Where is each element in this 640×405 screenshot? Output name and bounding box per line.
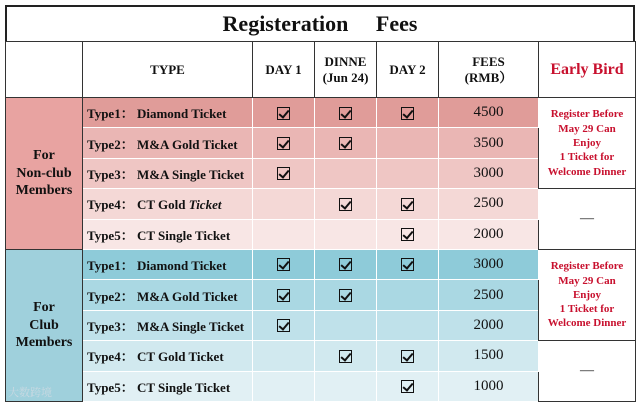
- fee-value: 2000: [439, 219, 539, 249]
- fees-body: [6, 98, 636, 402]
- ticket-type: [83, 98, 253, 128]
- ticket-type-label: Type3： M&A Single Ticket: [87, 318, 245, 334]
- checkbox-checked-icon: [339, 289, 352, 302]
- day1-cell: [253, 249, 315, 279]
- table-title: [5, 5, 635, 41]
- checkbox-checked-icon: [339, 258, 352, 271]
- day1-cell: [253, 158, 315, 188]
- day2-cell: [377, 371, 439, 401]
- group-label-line: Members: [15, 335, 73, 351]
- fees-table: [5, 41, 636, 402]
- checkbox-checked-icon: [339, 137, 352, 150]
- day1-cell: [253, 128, 315, 158]
- early-bird-note-line: 1 Ticket for: [559, 151, 615, 164]
- early-bird-note-line: Welcome Dinner: [547, 317, 627, 330]
- day2-cell: [377, 158, 439, 188]
- fee-value: 1500: [439, 341, 539, 371]
- checkbox-checked-icon: [277, 167, 290, 180]
- checkbox-checked-icon: [401, 107, 414, 120]
- fee-value: 1000: [439, 371, 539, 401]
- day1-cell: [253, 189, 315, 219]
- dinner-cell: [315, 189, 377, 219]
- day1-cell: [253, 310, 315, 340]
- day1-cell: [253, 219, 315, 249]
- header-dinner-line2: (Jun 24): [322, 69, 369, 85]
- table-row: [6, 98, 636, 128]
- header-fees-line1: FEES: [472, 53, 505, 69]
- checkbox-checked-icon: [277, 107, 290, 120]
- early-bird-note-line: May 29 Can: [558, 274, 616, 287]
- ticket-type: [83, 280, 253, 310]
- checkbox-checked-icon: [401, 350, 414, 363]
- day2-cell: [377, 310, 439, 340]
- group-label-line: Members: [15, 183, 73, 199]
- header-day1: DAY 1: [253, 42, 315, 98]
- ticket-type: [83, 158, 253, 188]
- group-label-line: Club: [29, 317, 59, 333]
- ticket-type: [83, 310, 253, 340]
- ticket-type-italic: Ticket: [188, 197, 222, 213]
- ticket-type-label: Type1： Diamond Ticket: [87, 258, 227, 274]
- day2-cell: [377, 219, 439, 249]
- early-bird-note-line: Welcome Dinner: [547, 165, 627, 178]
- title-right: Fees: [375, 11, 418, 36]
- fee-value: 2000: [439, 310, 539, 340]
- early-bird-none: —: [539, 341, 636, 402]
- fee-value: 3000: [439, 158, 539, 188]
- dinner-cell: [315, 371, 377, 401]
- table-row: [6, 249, 636, 279]
- fee-value: 2500: [439, 189, 539, 219]
- early-bird-note-line: Register Before: [550, 260, 624, 273]
- early-bird-note-line: May 29 Can: [558, 122, 616, 135]
- dinner-cell: [315, 128, 377, 158]
- checkbox-checked-icon: [277, 258, 290, 271]
- day1-cell: [253, 280, 315, 310]
- early-bird-note-line: Enjoy: [572, 288, 602, 301]
- dinner-cell: [315, 249, 377, 279]
- ticket-type-label: Type5： CT Single Ticket: [87, 227, 231, 243]
- fee-value: 3500: [439, 128, 539, 158]
- header-dinner-line1: DINNE: [324, 53, 367, 69]
- dinner-cell: [315, 341, 377, 371]
- dinner-cell: [315, 219, 377, 249]
- ticket-type-label: Type4： CT Gold: [87, 197, 189, 213]
- group-label: [6, 249, 83, 401]
- watermark: 大数跨境: [8, 386, 52, 399]
- checkbox-checked-icon: [339, 350, 352, 363]
- checkbox-checked-icon: [339, 107, 352, 120]
- title-left: Registeration: [222, 11, 349, 36]
- early-bird-note: [539, 249, 636, 340]
- header-fees: [439, 42, 539, 98]
- header-fees-line2: (RMB）: [464, 69, 513, 85]
- day2-cell: [377, 249, 439, 279]
- table-row: [6, 189, 636, 219]
- group-label-line: Non-club: [16, 165, 72, 181]
- day2-cell: [377, 189, 439, 219]
- fee-value: 3000: [439, 249, 539, 279]
- dinner-cell: [315, 98, 377, 128]
- header-blank: [6, 42, 83, 98]
- early-bird-note-line: Enjoy: [572, 136, 602, 149]
- header-day2: DAY 2: [377, 42, 439, 98]
- checkbox-checked-icon: [277, 137, 290, 150]
- day2-cell: [377, 341, 439, 371]
- checkbox-checked-icon: [339, 198, 352, 211]
- day2-cell: [377, 280, 439, 310]
- ticket-type-label: Type3： M&A Single Ticket: [87, 166, 245, 182]
- group-label-line: For: [33, 148, 55, 164]
- header-type: TYPE: [83, 42, 253, 98]
- table-row: [6, 341, 636, 371]
- header-early-bird: Early Bird: [539, 42, 636, 98]
- ticket-type: [83, 341, 253, 371]
- day1-cell: [253, 341, 315, 371]
- checkbox-checked-icon: [401, 258, 414, 271]
- group-label: [6, 98, 83, 250]
- early-bird-note: [539, 98, 636, 189]
- ticket-type-label: Type5： CT Single Ticket: [87, 379, 231, 395]
- early-bird-none: —: [539, 189, 636, 250]
- ticket-type: [83, 219, 253, 249]
- dinner-cell: [315, 280, 377, 310]
- fee-value: 4500: [439, 98, 539, 128]
- day1-cell: [253, 98, 315, 128]
- header-row: [6, 42, 636, 98]
- early-bird-note-line: 1 Ticket for: [559, 303, 615, 316]
- checkbox-checked-icon: [401, 380, 414, 393]
- checkbox-checked-icon: [277, 289, 290, 302]
- ticket-type-label: Type2： M&A Gold Ticket: [87, 288, 238, 304]
- day1-cell: [253, 371, 315, 401]
- day2-cell: [377, 98, 439, 128]
- ticket-type: [83, 128, 253, 158]
- fee-value: 2500: [439, 280, 539, 310]
- ticket-type: [83, 189, 253, 219]
- ticket-type-label: Type1： Diamond Ticket: [87, 106, 227, 122]
- ticket-type: [83, 371, 253, 401]
- ticket-type-label: Type2： M&A Gold Ticket: [87, 136, 238, 152]
- header-dinner: [315, 42, 377, 98]
- dinner-cell: [315, 310, 377, 340]
- group-label-line: For: [33, 300, 55, 316]
- checkbox-checked-icon: [401, 198, 414, 211]
- checkbox-checked-icon: [277, 319, 290, 332]
- early-bird-note-line: Register Before: [550, 108, 624, 121]
- dinner-cell: [315, 158, 377, 188]
- checkbox-checked-icon: [401, 228, 414, 241]
- day2-cell: [377, 128, 439, 158]
- ticket-type-label: Type4： CT Gold Ticket: [87, 349, 224, 365]
- ticket-type: [83, 249, 253, 279]
